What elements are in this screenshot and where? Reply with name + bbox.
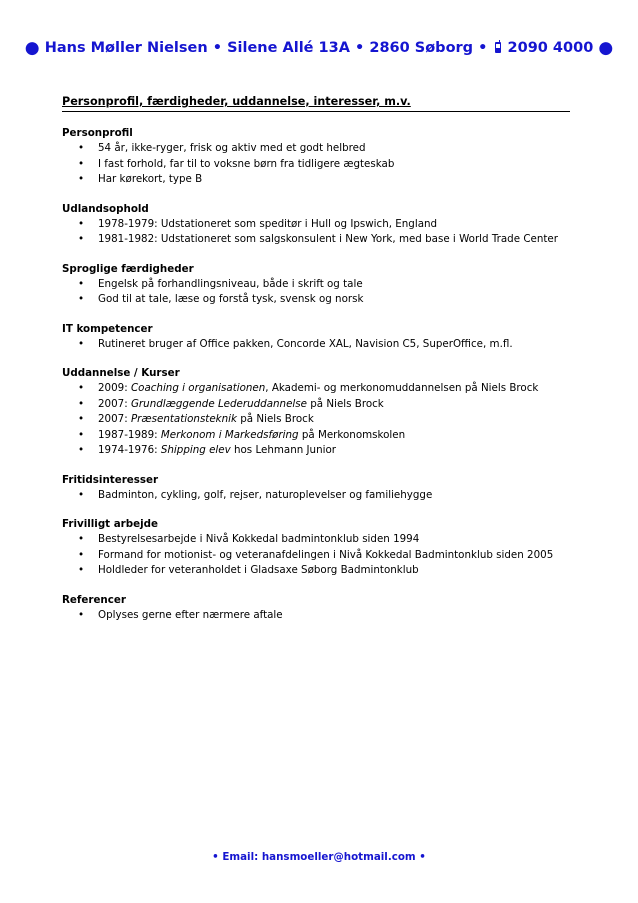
item-text: Holdleder for veteranholdet i Gladsaxe Søborg Badmintonklub	[98, 564, 419, 576]
item-text: på Merkonomskolen	[298, 428, 406, 441]
bullet-list	[62, 488, 582, 504]
bullet-icon: •	[78, 173, 85, 185]
bullet-list	[62, 337, 582, 353]
separator-icon: •	[478, 40, 488, 56]
bullet-list	[62, 217, 582, 248]
separator-icon: •	[212, 851, 219, 863]
bullet-icon: ●	[24, 38, 40, 58]
item-text: God til at tale, læse og forstå tysk, svensk og norsk	[98, 293, 364, 305]
list-item	[62, 277, 582, 293]
italic-text: Shipping elev	[160, 444, 231, 456]
section-heading: IT kompetencer	[62, 322, 153, 335]
city: 2860 Søborg	[369, 40, 474, 56]
bullet-icon: •	[78, 548, 85, 561]
bullet-icon: •	[78, 413, 85, 425]
list-item	[62, 532, 582, 548]
list-item	[62, 217, 582, 233]
list-item	[62, 381, 582, 397]
contact-header	[0, 38, 638, 58]
item-text: 1987-1989:	[98, 428, 161, 441]
section-heading: Personprofil	[62, 127, 133, 139]
bullet-list	[62, 277, 582, 308]
bullet-list	[62, 141, 582, 188]
italic-text: Merkonom i Markedsføring	[160, 428, 299, 441]
bullet-icon: •	[78, 397, 85, 410]
phone-number: 2090 4000	[507, 40, 594, 56]
italic-text: Grundlæggende Lederuddannelse	[130, 397, 307, 410]
bullet-icon: •	[78, 217, 85, 230]
bullet-icon: •	[78, 157, 85, 170]
bullet-icon: •	[78, 428, 85, 441]
item-text: 1974-1976:	[98, 444, 161, 456]
section-heading: Sproglige færdigheder	[62, 262, 194, 275]
separator-icon: •	[419, 851, 426, 863]
section-heading: Frivilligt arbejde	[62, 518, 158, 530]
email-link[interactable]: hansmoeller@hotmail.com	[261, 851, 416, 863]
list-item	[62, 232, 582, 248]
item-text: 1981-1982: Udstationeret som salgskonsulent i New York, med base i World Trade Center	[98, 233, 558, 245]
item-text: , Akademi- og merkonomuddannelsen på Niels Brock	[265, 382, 539, 394]
email-label: Email:	[222, 851, 259, 863]
item-text: Engelsk på forhandlingsniveau, både i skrift og tale	[98, 277, 363, 290]
list-item	[62, 292, 582, 308]
item-text: Har kørekort, type B	[98, 173, 203, 185]
list-item	[62, 412, 582, 428]
list-item	[62, 172, 582, 188]
italic-text: Coaching i organisationen	[130, 382, 266, 394]
person-name: Hans Møller Nielsen	[44, 40, 208, 56]
item-text: hos Lehmann Junior	[230, 444, 337, 456]
item-text: Oplyses gerne efter nærmere aftale	[98, 608, 283, 621]
bullet-list	[62, 381, 582, 459]
item-text: 1978-1979: Udstationeret som speditør i Hull og Ipswich, England	[98, 217, 438, 230]
item-text: 2007:	[98, 397, 131, 410]
item-text: Badminton, cykling, golf, rejser, naturoplevelser og familiehygge	[98, 488, 433, 501]
separator-icon: •	[355, 40, 365, 56]
item-text: Formand for motionist- og veteranafdelingen i Nivå Kokkedal Badmintonklub siden 2005	[98, 548, 554, 561]
bullet-icon: •	[78, 444, 85, 456]
list-item	[62, 563, 582, 579]
item-text: 2009:	[98, 382, 131, 394]
mobile-phone-icon	[494, 40, 502, 54]
list-item	[62, 608, 582, 624]
section-heading: Uddannelse / Kurser	[62, 367, 180, 379]
bullet-list	[62, 608, 582, 624]
separator-icon: •	[212, 40, 223, 56]
section-heading: Referencer	[62, 593, 126, 606]
item-text: Bestyrelsesarbejde i Nivå Kokkedal badmintonklub siden 1994	[98, 533, 420, 545]
item-text: på Niels Brock	[237, 413, 314, 425]
list-item	[62, 397, 582, 413]
bullet-icon: •	[78, 293, 85, 305]
bullet-list	[62, 532, 582, 579]
cv-content	[62, 126, 582, 637]
bullet-icon: •	[78, 564, 85, 576]
section-heading: Fritidsinteresser	[62, 473, 159, 486]
italic-text: Præsentationsteknik	[130, 413, 237, 425]
bullet-icon: •	[78, 608, 85, 621]
list-item	[62, 488, 582, 504]
item-text: Rutineret bruger af Office pakken, Concorde XAL, Navision C5, SuperOffice, m.fl.	[98, 337, 513, 350]
item-text: på Niels Brock	[306, 397, 384, 410]
bullet-icon: •	[78, 382, 85, 394]
section-heading: Udlandsophold	[62, 202, 149, 215]
list-item	[62, 548, 582, 564]
address: Silene Allé 13A	[227, 40, 350, 56]
list-item	[62, 157, 582, 173]
footer[interactable]	[0, 851, 638, 863]
bullet-icon: •	[78, 337, 85, 350]
bullet-icon: •	[78, 533, 85, 545]
list-item	[62, 337, 582, 353]
list-item	[62, 428, 582, 444]
item-text: I fast forhold, far til to voksne børn fra tidligere ægteskab	[98, 157, 395, 170]
item-text: 54 år, ikke-ryger, frisk og aktiv med et godt helbred	[98, 142, 366, 154]
list-item	[62, 443, 582, 459]
item-text: 2007:	[98, 413, 131, 425]
bullet-icon: •	[78, 488, 85, 501]
section-title: Personprofil, færdigheder, uddannelse, interesser, m.v.	[62, 95, 570, 112]
bullet-icon: ●	[598, 38, 614, 58]
list-item	[62, 141, 582, 157]
bullet-icon: •	[78, 233, 85, 245]
bullet-icon: •	[78, 142, 85, 154]
bullet-icon: •	[78, 277, 85, 290]
